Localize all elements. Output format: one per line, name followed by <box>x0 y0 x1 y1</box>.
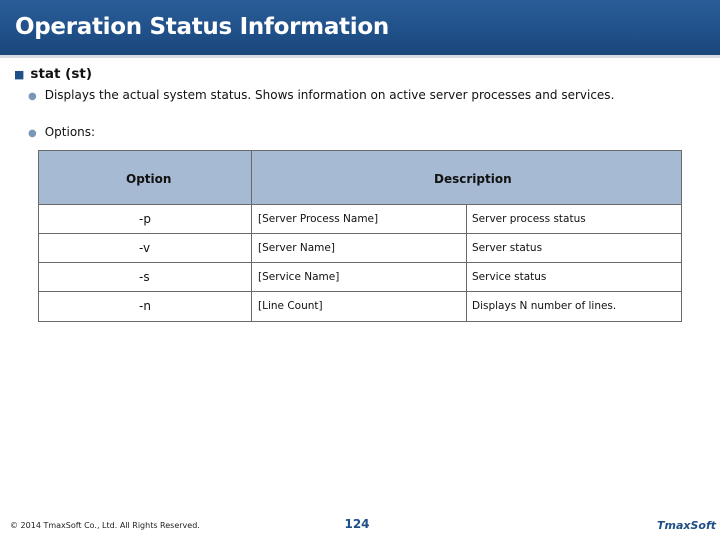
section-heading <box>14 66 92 82</box>
argument-cell: [Server Process Name] <box>258 213 379 225</box>
title-bar <box>0 0 720 58</box>
options-table <box>38 150 682 322</box>
description-cell: Service status <box>472 271 547 283</box>
header-option: Option <box>126 172 172 186</box>
argument-cell: [Service Name] <box>258 271 340 283</box>
copyright-notice: © 2014 TmaxSoft Co., Ltd. All Rights Reserved. <box>10 521 200 530</box>
tmaxsoft-logo: TmaxSoft <box>657 519 717 532</box>
table-header <box>39 151 681 205</box>
bullet-dot-icon: ● <box>28 91 37 102</box>
bullet-text: Options: <box>44 125 96 139</box>
bullet-item <box>28 88 614 102</box>
description-cell: Server process status <box>472 213 586 225</box>
section-heading-text: stat (st) <box>30 66 92 82</box>
table-row <box>39 205 681 234</box>
bullet-item <box>28 125 95 139</box>
argument-cell: [Server Name] <box>258 242 335 254</box>
table-row <box>39 292 681 321</box>
table-row <box>39 234 681 263</box>
square-bullet-icon: ■ <box>14 68 25 81</box>
bullet-text: Displays the actual system status. Shows information on active server processes and services. <box>44 88 615 102</box>
option-cell: -v <box>139 241 151 255</box>
description-cell: Displays N number of lines. <box>472 300 617 312</box>
option-cell: -p <box>139 212 151 226</box>
header-description: Description <box>434 172 512 186</box>
argument-cell: [Line Count] <box>258 300 323 312</box>
table-row <box>39 263 681 292</box>
page-number: 124 <box>344 517 370 531</box>
description-cell: Server status <box>472 242 543 254</box>
bullet-dot-icon: ● <box>28 128 37 139</box>
option-cell: -n <box>139 299 151 313</box>
option-cell: -s <box>139 270 150 284</box>
page-title: Operation Status Information <box>15 14 389 40</box>
header-divider <box>251 151 252 205</box>
